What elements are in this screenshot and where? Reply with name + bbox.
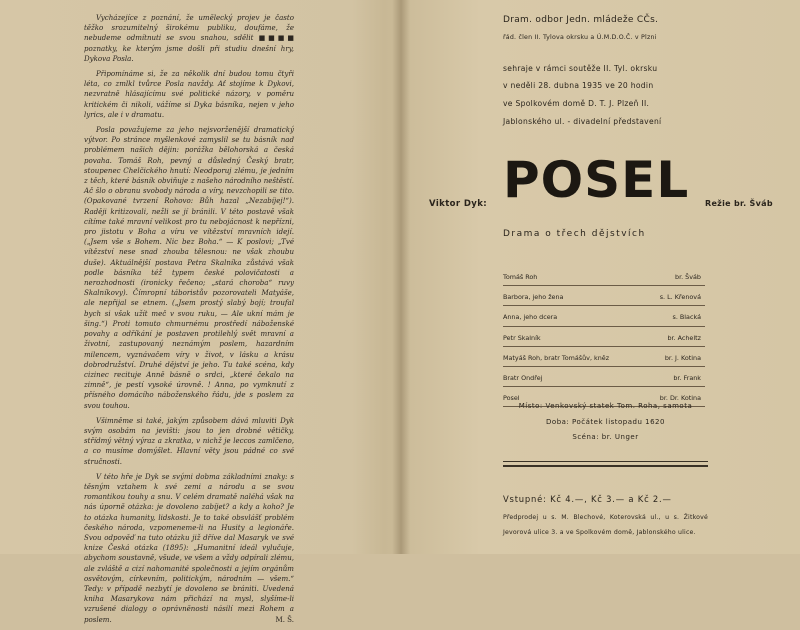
left-column-text <box>84 13 294 630</box>
header-line-3: ve Spolkovém domě D. T. J. Plzeň II. <box>503 99 650 108</box>
time: Doba: Počátek listopadu 1620 <box>546 418 665 426</box>
play-subtitle: Drama o třech dějstvích <box>503 229 646 239</box>
paragraph: Posla považujeme za jeho nejsvorženější dramatický výtvor. Po stránce myšlenkové zamyslil se tu básník nad problémem našich dějin: porážka bělohorská a česká povaha. Tomáš Roh, pevný a důsledný Český bratr, stoupenec Chelčického hnutí: Neodporuj zlému, je jedním z těch, které básník obviňuje z našeho národního neštěstí. Ač šlo o obranu svobody národa a víry, nevzchopili se tito. (Opakované tvrzení Rohovo: Bůh hazal „Nezabíjej!“). Raději kritizovali, nežli se jí bránili. V této postavě však cítíme také mravní velikost pro tu nebojácnost k nepřízni, pro jistotu v Boha a víru ve vítězství mravních idejí. („Jsem vše s Bohem. Nic bez Boha.“ — K poslovi; „Tvé vítězství nese snad zhouba tělesnou: ne však zhoubu duše). Aktuálnější postava Petra Skalníka zůstává však podle básníka též typem české polovičatosti a nerozhodnosti (ironicky řečeno; „stará choroba“ ruvy Skalníkovy). Čímropní táboristův pozorovateli Matyáše, ale nepřijal se etnem. („Jsem prostý slabý bojí; troufal bych si však užít meč v svou ruku, — Ale ukní mám je šing.“) Proti tomuto chmurnému prostředí náboženské povahy a odříkání je postaven protilehlý svět mravní a životní, zastupovaný neznámým poslem, hazardním milencem, vyznávačem víry v život, v lásku a krásu dobrodružství. Druhé dějství je jeho. Tu také scéna, kdy cizinec recituje Anně básně o srdci, „které čekalo na zimně“, je pestí vysoké úrovně. ! Anna, po vymknutí z přísného domácího náboženského řádu, jde s poslem za svou touhou. <box>84 125 294 410</box>
role: Matyáš Roh, bratr Tomášův, kněz <box>503 353 610 362</box>
paragraph <box>84 472 294 625</box>
role: Barbora, jeho žena <box>503 293 564 302</box>
actor: s. L. Křenová <box>659 293 701 302</box>
actor: br. Frank <box>673 373 701 382</box>
director: Režie br. Šváb <box>705 199 773 208</box>
paragraph: Připomínáme si, že za několik dní budou tomu čtyři léta, co zmlkl tvůrce Posla navždy. Ať stojíme k Dykovi, nezvratně hlásajícímu své politické názory, v poměru kritickém či nikoli, vážíme si Dyka básníka, nejen v jeho lyrics, ale i v dramatu. <box>84 69 294 119</box>
organizer: Dram. odbor Jedn. mládeže CČs. <box>503 15 659 25</box>
actor: br. Acheltz <box>667 333 701 342</box>
role: Bratr Ondřej <box>503 373 543 382</box>
paper-fold <box>392 0 410 554</box>
divider <box>503 461 708 462</box>
actor: br. Šváb <box>675 273 701 281</box>
signature: M. Š. <box>275 614 294 624</box>
role: Anna, jeho dcera <box>503 313 558 322</box>
cast-row <box>503 327 705 347</box>
paragraph-text: V této hře je Dyk se svými dobma základními znaky: s těsným vztahem k své zemi a národu a se svou romantikou touhy a snu. V celém dramatě naléhá však na nás úporně otázka: je dovoleno zabíjet? a kdy a koho? Je to otázka humanity, lidskosti. Je to také obsvlášť problém českého národa, vzpomeneme-li na Husity a legionáře. Svou odpověď na tuto otázku již dříve dal Masaryk ve své knize Česká otázka (1895): „Humanitní ideál vylučuje, abychom soustavně, všude, ve všem a vždy odpírali zlému, ale zvláště a cizí nahomanité společnosti a jejím orgánům osvětovým, církevním, politickým, národním — všem.“ Tedy: v případě nezbytí je dovoleno se brániti. Uvedená kniha Masarykova nám přichází na mysl, slyšíme-li vzrušené dialogy o oprávněnosti násilí mezi Rohem a poslem. <box>84 471 294 624</box>
divider <box>503 465 708 467</box>
presale-info: Předprodej u s. M. Blechové, Koterovská ul., u s. Žitkové Jevorová ulice 3. a ve Spolkovém domě, Jablonského ulice. <box>503 514 708 536</box>
paragraph: Všimněme si také, jakým způsobem dává mluviti Dyk svým osobám na jevišti: jsou to jen drobné větičky, střídmý větný výraz a zkratka, v nichž je leccos zamlčeno, a co musíme domýšlet. Hlavní věty jsou pádné co své stručnosti. <box>84 415 294 466</box>
cast-row <box>503 286 705 306</box>
cast-row <box>503 367 705 387</box>
role: Petr Skalník <box>503 333 541 342</box>
admission-price: Vstupné: Kč 4.—, Kč 3.— a Kč 2.— <box>503 494 672 504</box>
cast-row <box>503 306 705 326</box>
play-title: POSEL <box>503 151 690 209</box>
place: Místo: Venkovský statek Tom. Roha, samota <box>518 402 693 410</box>
header-line-1: sehraje v rámci soutěže II. Tyl. okrsku <box>503 64 658 73</box>
cast-list <box>503 266 705 407</box>
role: Tomáš Roh <box>503 273 538 281</box>
author: Viktor Dyk: <box>429 199 488 209</box>
paragraph: Vycházejíce z poznání, že umělecký projev je často těžko srozumitelný širokému publiku, doufáme, že nebudeme odmítnuti se svou snahou, sdělit ■■■■ poznatky, ke kterým jsme došli při studiu dnešní hry, Dykova Posla. <box>84 13 294 63</box>
header-line-2: v neděli 28. dubna 1935 ve 20 hodin <box>503 81 654 90</box>
actor: br. Dr. Kotina <box>659 394 701 403</box>
actor: s. Blacká <box>672 313 701 322</box>
cast-row <box>503 266 705 286</box>
header-line-4: Jablonského ul. - divadelní představení <box>503 117 662 126</box>
actor: br. J. Kotina <box>664 353 701 362</box>
organizer-membership: řád. člen II. Tylova okrsku a Ú.M.D.O.Č. v Plzni <box>503 34 657 41</box>
cast-row <box>503 347 705 367</box>
role: Posel <box>503 394 520 403</box>
scene: Scéna: br. Unger <box>572 433 639 441</box>
